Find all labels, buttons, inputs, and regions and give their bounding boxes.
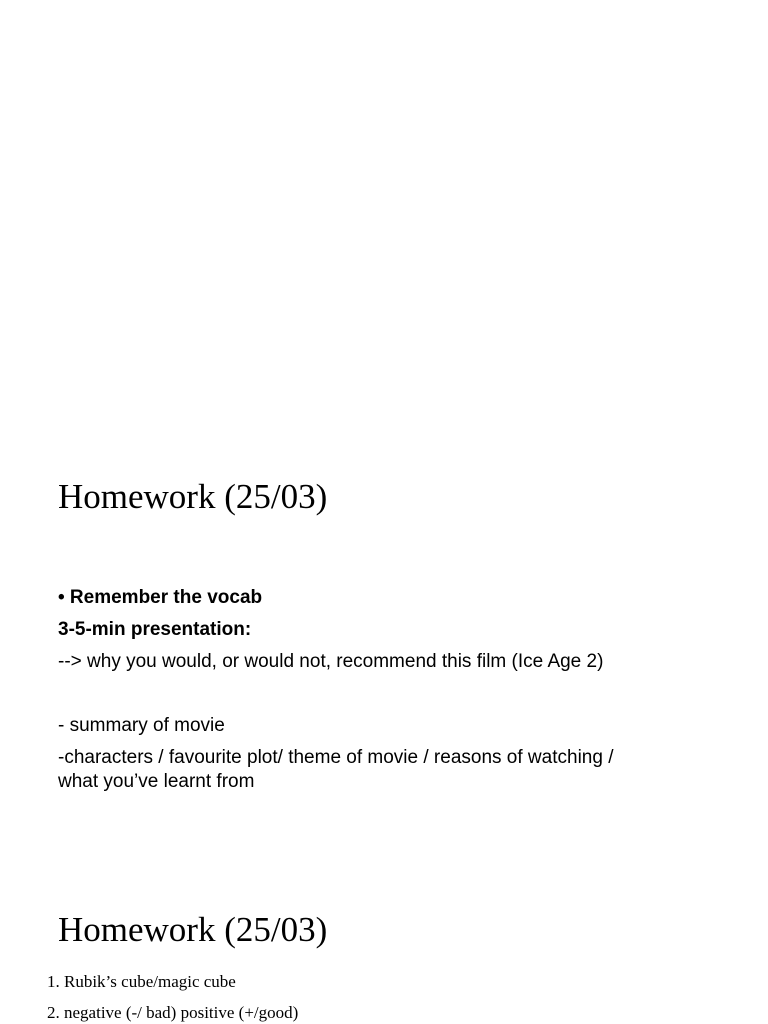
slide-title-1: Homework (25/03): [58, 477, 328, 516]
list-item: 2. negative (-/ bad) positive (+/good): [47, 1003, 299, 1022]
summary-line: - summary of movie: [58, 715, 225, 736]
characters-line: -characters / favourite plot/ theme of movie / reasons of watching /: [58, 747, 614, 768]
list-item: 1. Rubik’s cube/magic cube: [47, 972, 236, 991]
slide-title-2: Homework (25/03): [58, 910, 328, 949]
learnt-line: what you’ve learnt from: [58, 771, 255, 792]
recommend-line: --> why you would, or would not, recommend this film (Ice Age 2): [58, 651, 604, 672]
presentation-heading: 3-5-min presentation:: [58, 619, 252, 640]
vocab-bullet: • Remember the vocab: [58, 587, 263, 608]
